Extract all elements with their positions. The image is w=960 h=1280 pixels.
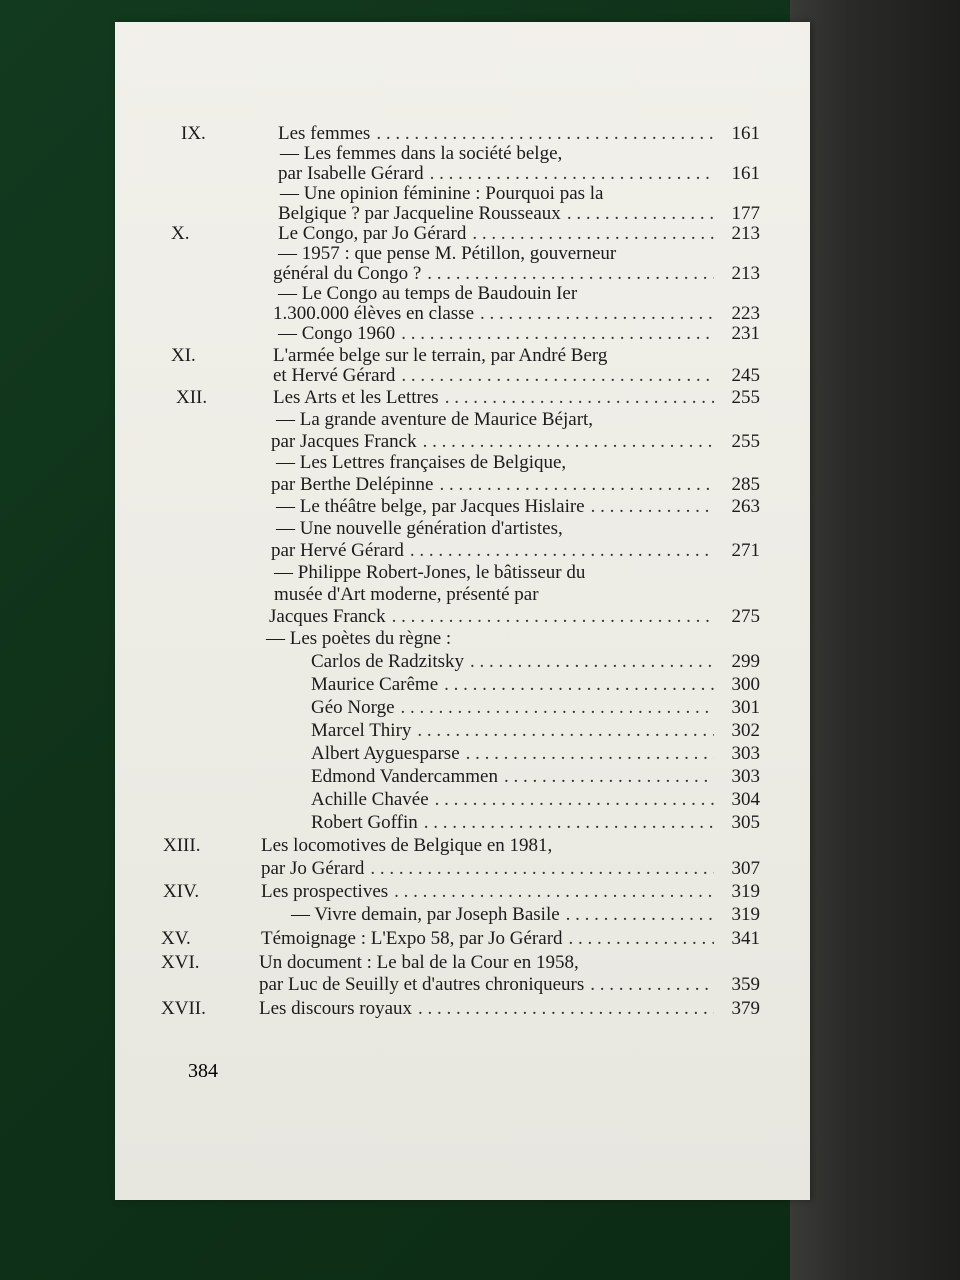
toc-entry-title: Albert Ayguesparse — [311, 743, 460, 764]
toc-entry — [276, 451, 760, 474]
toc-entry-page: 319 — [731, 881, 760, 902]
chapter-number: XVI. — [161, 952, 200, 973]
toc-entry-page: 302 — [731, 720, 760, 741]
toc-entry — [266, 627, 760, 650]
leader-dots — [569, 927, 714, 950]
table-of-contents — [115, 22, 810, 1200]
toc-entry — [259, 951, 760, 974]
toc-entry-title: par Berthe Delépinne — [271, 474, 434, 495]
toc-entry — [276, 517, 760, 540]
leader-dots — [591, 495, 714, 518]
toc-entry — [271, 430, 760, 453]
toc-entry-title: Les prospectives — [261, 881, 389, 902]
leader-dots — [470, 650, 714, 673]
toc-entry — [311, 719, 760, 742]
toc-entry — [274, 561, 760, 584]
toc-entry — [271, 473, 760, 496]
toc-entry-page: 303 — [731, 743, 760, 764]
toc-entry-title: Maurice Carême — [311, 674, 439, 695]
leader-dots — [439, 473, 714, 496]
toc-entry — [273, 364, 760, 387]
toc-entry-page: 301 — [731, 697, 760, 718]
toc-entry-title: Robert Goffin — [311, 812, 418, 833]
toc-entry-page: 263 — [731, 496, 760, 517]
toc-entry-title: Belgique ? par Jacqueline Rousseaux — [278, 203, 561, 224]
toc-entry-title: général du Congo ? — [273, 263, 422, 284]
toc-entry — [278, 322, 760, 345]
toc-entry-page: 161 — [731, 123, 760, 144]
chapter-number: XV. — [161, 928, 191, 949]
toc-entry — [311, 788, 760, 811]
toc-entry-page: 305 — [731, 812, 760, 833]
toc-entry-title: Témoignage : L'Expo 58, par Jo Gérard — [261, 928, 563, 949]
toc-entry-title: — Une nouvelle génération d'artistes, — [276, 518, 563, 539]
leader-dots — [401, 364, 714, 387]
toc-entry-page: 245 — [731, 365, 760, 386]
toc-entry-title: par Isabelle Gérard — [278, 163, 424, 184]
leader-dots — [445, 386, 714, 409]
toc-entry-page: 275 — [731, 606, 760, 627]
toc-entry-title: L'armée belge sur le terrain, par André Berg — [273, 345, 608, 366]
leader-dots — [394, 880, 714, 903]
leader-dots — [418, 997, 714, 1020]
toc-entry-page: 307 — [731, 858, 760, 879]
leader-dots — [401, 322, 714, 345]
toc-entry — [291, 903, 760, 926]
toc-entry — [271, 539, 760, 562]
toc-entry-title: Les femmes — [278, 123, 371, 144]
leader-dots — [435, 788, 714, 811]
leader-dots — [417, 719, 714, 742]
toc-entry — [261, 927, 760, 950]
toc-entry-title: — Vivre demain, par Joseph Basile — [291, 904, 560, 925]
toc-entry-page: 303 — [731, 766, 760, 787]
leader-dots — [423, 430, 714, 453]
toc-entry-title: Le Congo, par Jo Gérard — [278, 223, 467, 244]
toc-entry-title: — Les femmes dans la société belge, — [280, 143, 563, 164]
toc-entry-title: musée d'Art moderne, présenté par — [274, 584, 539, 605]
toc-entry — [259, 997, 760, 1020]
toc-entry-page: 223 — [731, 303, 760, 324]
toc-entry — [259, 973, 760, 996]
toc-entry-page: 161 — [731, 163, 760, 184]
chapter-number: X. — [171, 223, 190, 244]
book-edge — [790, 0, 960, 1280]
toc-entry-page: 231 — [731, 323, 760, 344]
toc-entry-title: par Luc de Seuilly et d'autres chroniqueurs — [259, 974, 585, 995]
leader-dots — [466, 742, 714, 765]
toc-entry-title: Les locomotives de Belgique en 1981, — [261, 835, 553, 856]
toc-entry-page: 271 — [731, 540, 760, 561]
toc-entry — [269, 605, 760, 628]
toc-entry-page: 359 — [731, 974, 760, 995]
toc-entry-title: — 1957 : que pense M. Pétillon, gouverneur — [278, 243, 617, 264]
chapter-number: IX. — [181, 123, 206, 144]
toc-entry-title: par Jacques Franck — [271, 431, 417, 452]
toc-entry-page: 285 — [731, 474, 760, 495]
leader-dots — [566, 903, 714, 926]
toc-entry-page: 255 — [731, 387, 760, 408]
toc-entry-page: 379 — [731, 998, 760, 1019]
toc-entry-title: — Congo 1960 — [278, 323, 396, 344]
chapter-number: XIII. — [163, 835, 201, 856]
toc-entry-title: Les discours royaux — [259, 998, 413, 1019]
toc-entry-title: et Hervé Gérard — [273, 365, 396, 386]
chapter-number: XIV. — [163, 881, 200, 902]
leader-dots — [590, 973, 714, 996]
leader-dots — [444, 673, 714, 696]
toc-entry-title: Edmond Vandercammen — [311, 766, 498, 787]
toc-entry-title: — Philippe Robert-Jones, le bâtisseur du — [274, 562, 586, 583]
leader-dots — [424, 811, 714, 834]
leader-dots — [410, 539, 714, 562]
toc-entry-title: Les Arts et les Lettres — [273, 387, 439, 408]
chapter-number: XI. — [171, 345, 196, 366]
toc-entry-title: — Le théâtre belge, par Jacques Hislaire — [276, 496, 585, 517]
toc-entry — [261, 857, 760, 880]
toc-entry — [311, 650, 760, 673]
leader-dots — [370, 857, 714, 880]
toc-entry-page: 299 — [731, 651, 760, 672]
toc-entry-title: 1.300.000 élèves en classe — [273, 303, 475, 324]
leader-dots — [392, 605, 714, 628]
toc-entry-title: — Les poètes du règne : — [266, 628, 452, 649]
chapter-number: XVII. — [161, 998, 206, 1019]
toc-entry — [276, 408, 760, 431]
toc-entry-page: 213 — [731, 223, 760, 244]
toc-entry-page: 213 — [731, 263, 760, 284]
toc-entry-page: 255 — [731, 431, 760, 452]
toc-entry-title: — La grande aventure de Maurice Béjart, — [276, 409, 594, 430]
toc-entry-title: Un document : Le bal de la Cour en 1958, — [259, 952, 579, 973]
leader-dots — [504, 765, 714, 788]
toc-entry — [261, 880, 760, 903]
toc-entry — [273, 386, 760, 409]
toc-entry-title: — Une opinion féminine : Pourquoi pas la — [280, 183, 604, 204]
toc-entry — [311, 811, 760, 834]
toc-entry-page: 177 — [731, 203, 760, 224]
toc-entry — [311, 696, 760, 719]
toc-entry-title: Carlos de Radzitsky — [311, 651, 465, 672]
toc-entry-title: Achille Chavée — [311, 789, 429, 810]
toc-entry-title: Géo Norge — [311, 697, 395, 718]
toc-entry-title: Jacques Franck — [269, 606, 386, 627]
toc-entry-title: Marcel Thiry — [311, 720, 412, 741]
toc-entry — [276, 495, 760, 518]
leader-dots — [401, 696, 714, 719]
toc-entry-page: 300 — [731, 674, 760, 695]
toc-entry — [261, 834, 760, 857]
toc-entry — [311, 673, 760, 696]
toc-entry-page: 319 — [731, 904, 760, 925]
toc-entry-title: par Hervé Gérard — [271, 540, 404, 561]
book-page — [115, 22, 810, 1200]
page-number: 384 — [188, 1060, 218, 1082]
toc-entry-page: 341 — [731, 928, 760, 949]
toc-entry-page: 304 — [731, 789, 760, 810]
toc-entry — [274, 583, 760, 606]
toc-entry-title: — Le Congo au temps de Baudouin Ier — [278, 283, 578, 304]
toc-entry-title: par Jo Gérard — [261, 858, 365, 879]
chapter-number: XII. — [176, 387, 208, 408]
toc-entry — [311, 742, 760, 765]
toc-entry-title: — Les Lettres françaises de Belgique, — [276, 452, 567, 473]
toc-entry — [311, 765, 760, 788]
